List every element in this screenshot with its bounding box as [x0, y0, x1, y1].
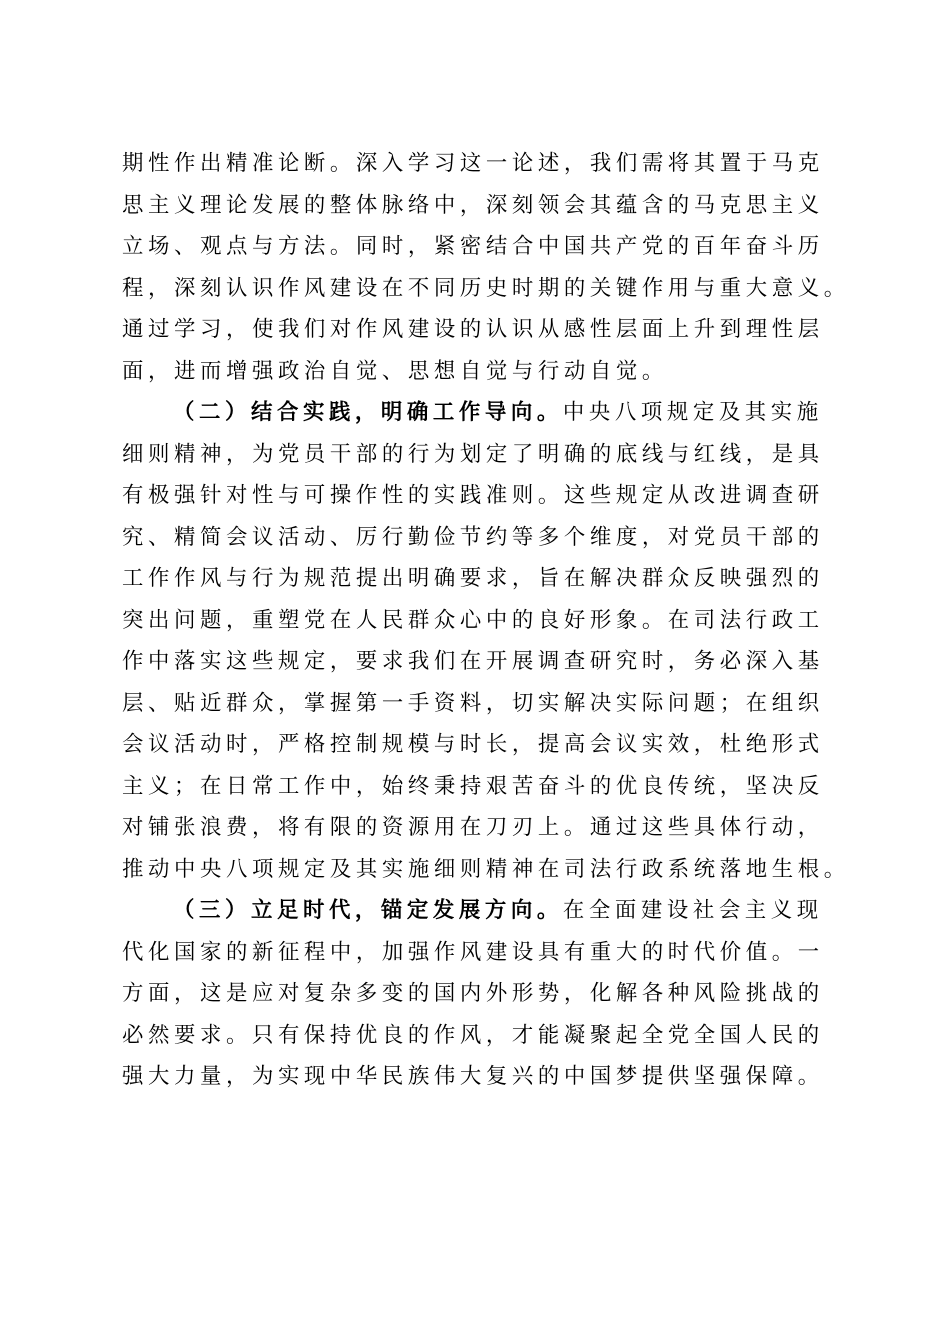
- paragraph-3-line-1: [122, 890, 827, 932]
- paragraph-3-line-3: 方面，这是应对复杂多变的国内外形势，化解各种风险挑战的: [122, 981, 824, 1006]
- paragraph-3-line-2: 代化国家的新征程中，加强作风建设具有重大的时代价值。一: [122, 939, 824, 965]
- paragraph-2-line-5: 工作作风与行为规范提出明确要求，旨在解决群众反映强烈的: [122, 566, 824, 591]
- section-3-heading: （三）立足时代，锚定发展方向。: [173, 898, 563, 923]
- paragraph-2-line-6: 突出问题，重塑党在人民群众心中的良好形象。在司法行政工: [122, 607, 824, 633]
- paragraph-2-line-8: 层、贴近群众，掌握第一手资料，切实解决实际问题；在组织: [122, 690, 824, 716]
- paragraph-3-line-5: 强大力量，为实现中华民族伟大复兴的中国梦提供坚强保障。: [122, 1064, 824, 1089]
- paragraph-2-line-2: 细则精神，为党员干部的行为划定了明确的底线与红线，是具: [122, 441, 824, 467]
- paragraph-1-line-1: 期性作出精准论断。深入学习这一论述，我们需将其置于马克: [122, 151, 824, 176]
- paragraph-2-first-line-text: 中央八项规定及其实施: [562, 400, 823, 425]
- paragraph-3-first-line-text: 在全面建设社会主义现: [562, 898, 823, 923]
- paragraph-2-line-3: 有极强针对性与可操作性的实践准则。这些规定从改进调查研: [122, 483, 824, 508]
- paragraph-1-line-5: 通过学习，使我们对作风建设的认识从感性层面上升到理性层: [122, 317, 824, 342]
- paragraph-1-line-6: 面，进而增强政治自觉、思想自觉与行动自觉。: [122, 358, 668, 384]
- document-body: [122, 143, 850, 1098]
- paragraph-1-line-4: 程，深刻认识作风建设在不同历史时期的关键作用与重大意义。: [122, 275, 850, 301]
- paragraph-1-line-2: 思主义理论发展的整体脉络中，深刻领会其蕴含的马克思主义: [122, 192, 824, 218]
- paragraph-2-line-4: 究、精简会议活动、厉行勤俭节约等多个维度，对党员干部的: [122, 524, 824, 550]
- paragraph-3-line-4: 必然要求。只有保持优良的作风，才能凝聚起全党全国人民的: [122, 1022, 824, 1048]
- paragraph-2-line-11: 对铺张浪费，将有限的资源用在刀刃上。通过这些具体行动，: [122, 815, 824, 840]
- paragraph-2-line-10: 主义；在日常工作中，始终秉持艰苦奋斗的优良传统，坚决反: [122, 773, 824, 799]
- paragraph-2-line-12: 推动中央八项规定及其实施细则精神在司法行政系统落地生根。: [122, 856, 850, 882]
- section-2-heading: （二）结合实践，明确工作导向。: [173, 400, 563, 425]
- paragraph-2-line-1: [122, 392, 827, 434]
- paragraph-1-line-3: 立场、观点与方法。同时，紧密结合中国共产党的百年奋斗历: [122, 234, 824, 259]
- paragraph-2-line-7: 作中落实这些规定，要求我们在开展调查研究时，务必深入基: [122, 649, 824, 674]
- paragraph-2-line-9: 会议活动时，严格控制规模与时长，提高会议实效，杜绝形式: [122, 732, 824, 757]
